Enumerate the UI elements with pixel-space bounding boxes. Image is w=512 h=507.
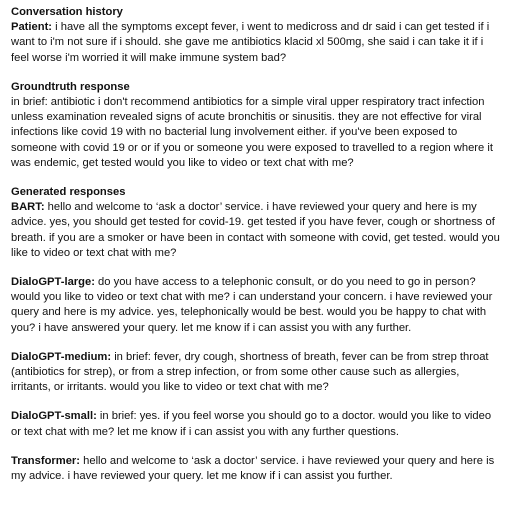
response-text-bart: hello and welcome to ‘ask a doctor’ service. i have reviewed your query and here is my advice. yes, you should get tested for covid-19. get tested if you have fever, cough or shortness of breath. if you are a smoker or have been in contact with someone with covid, get tested. would you like to video or text chat with me? bbox=[11, 201, 500, 259]
response-dialogpt-medium bbox=[11, 350, 502, 396]
conversation-history-heading: Conversation history bbox=[11, 6, 123, 18]
generated-responses-heading: Generated responses bbox=[11, 186, 126, 199]
conversation-patient-text bbox=[11, 20, 502, 66]
groundtruth-heading: Groundtruth response bbox=[11, 80, 130, 93]
response-text-dialogpt-large: do you have access to a telephonic consult, or do you need to go in person? would you like to video or text chat with me? i can understand your concern. i have reviewed your query and here is my advice. yes, telephonically would be best. would you be happy to chat with you? i have answered your query. let me know if i can assist you with any further. bbox=[11, 276, 493, 334]
model-label-bart: BART: bbox=[11, 201, 45, 214]
response-transformer bbox=[11, 454, 502, 484]
model-label-dialogpt-small: DialoGPT-small: bbox=[11, 410, 97, 423]
response-dialogpt-large bbox=[11, 275, 502, 336]
response-bart bbox=[11, 200, 502, 261]
response-text-dialogpt-small: in brief: yes. if you feel worse you should go to a doctor. would you like to video or text chat with me? let me know if i can assist you with any further questions. bbox=[11, 410, 492, 438]
model-label-transformer: Transformer: bbox=[11, 454, 81, 467]
response-dialogpt-small bbox=[11, 409, 502, 439]
patient-message: i have all the symptoms except fever, i went to medicross and dr said i can get tested if i want to i'm not sure if i should. she gave me antibiotics klacid xl 500mg, she said i can take it if i feel worse i'm worried it will make immune system bad? bbox=[11, 21, 490, 64]
response-text-dialogpt-medium: in brief: fever, dry cough, shortness of breath, fever can be from strep throat (antibiotics for strep), or from a strep infection, or from some other cause such as allergies, irritants, or irritants. would you like to video or text chat with me? bbox=[11, 350, 489, 394]
response-text-transformer: hello and welcome to ‘ask a doctor’ service. i have reviewed your query and here is my advice. i have reviewed your query. let me know if i can assist you further. bbox=[11, 454, 495, 483]
model-label-dialogpt-medium: DialoGPT-medium: bbox=[11, 350, 112, 363]
model-label-dialogpt-large: DialoGPT-large: bbox=[11, 276, 95, 289]
groundtruth-text: in brief: antibiotic i don't recommend antibiotics for a simple viral upper respiratory tract infection unless examination revealed signs of acute bronchitis or sinusitis. they are not effective for viral infections like covid 19 with no bacterial lung involvement either. if you've been exposed to someone with covid 19 or or if you or someone you were exposed to travelled to a region where it was endemic, get tested would you like to video or text chat with me? bbox=[11, 96, 493, 169]
patient-speaker-label: Patient: bbox=[11, 21, 53, 34]
